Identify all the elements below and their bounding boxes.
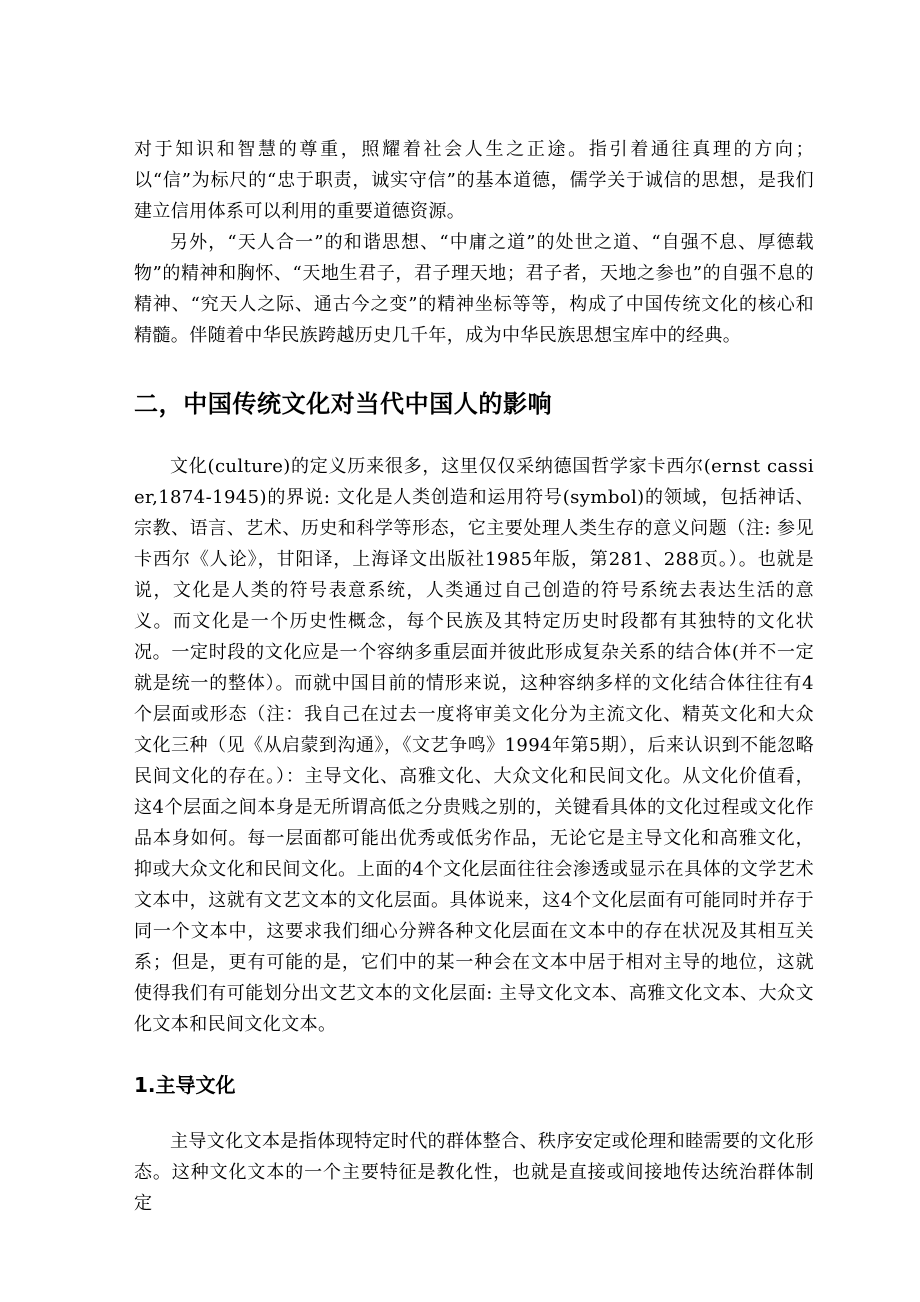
paragraph-culture-definition: 文化(culture)的定义历来很多，这里仅仅采纳德国哲学家卡西尔(ernst cassier,1874-1945)的界说: 文化是人类创造和运用符号(symbol)的领域，包括神话、宗教、语言、艺术、历史和科学等形态，它主要处理人类生存的意义问题（注: 参见卡西尔《人论》，甘阳译，上海译文出版社1985年版，第281、288页。）。也就是说，文化是人类的符号表意系统，人类通过自己创造的符号系统去表达生活的意义。而文化是一个历史性概念，每个民族及其特定历史时段都有其独特的文化状况。一定时段的文化应是一个容纳多重层面并彼此形成复杂关系的结合体(并不一定就是统一的整体）。而就中国目前的情形来说，这种容纳多样的文化结合体往往有4个层面或形态（注：我自己在过去一度将审美文化分为主流文化、精英文化和大众文化三种（见《从启蒙到沟通》，《文艺争鸣》1994年第5期），后来认识到不能忽略民间文化的存在。）：主导文化、高雅文化、大众文化和民间文化。从文化价值看，这4个层面之间本身是无所谓高低之分贵贱之别的，关键看具体的文化过程或文化作品本身如何。每一层面都可能出优秀或低劣作品，无论它是主导文化和高雅文化，抑或大众文化和民间文化。上面的4个文化层面往往会渗透或显示在具体的文学艺术文本中，这就有文艺文本的文化层面。具体说来，这4个文化层面有可能同时并存于同一个文本中，这要求我们细心分辨各种文化层面在文本中的存在状况及其相互关系；但是，更有可能的是，它们中的某一种会在文本中居于相对主导的地位，这就使得我们有可能划分出文艺文本的文化层面: 主导文化文本、高雅文化文本、大众文化文本和民间文化文本。 xyxy=(134,456,814,1035)
paragraph-knowledge-integrity: 对于知识和智慧的尊重，照耀着社会人生之正途。指引着通往真理的方向；以“信”为标尺的“忠于职责，诚实守信”的基本道德，儒学关于诚信的思想，是我们建立信用体系可以利用的重要道德资源。 xyxy=(134,139,814,222)
section-heading-influence: 二，中国传统文化对当代中国人的影响 xyxy=(134,390,553,418)
subsection-heading-dominant-culture: 1.主导文化 xyxy=(134,1073,236,1097)
paragraph-dominant-culture-text: 主导文化文本是指体现特定时代的群体整合、秩序安定或伦理和睦需要的文化形态。这种文化文本的一个主要特征是教化性，也就是直接或间接地传达统治群体制定 xyxy=(134,1131,814,1214)
paragraph-core-essence: 另外，“天人合一”的和谐思想、“中庸之道”的处世之道、“自强不息、厚德载物”的精神和胸怀、“天地生君子，君子理天地；君子者，天地之参也”的自强不息的精神、“究天人之际、通古今之变”的精神坐标等等，构成了中国传统文化的核心和精髓。伴随着中华民族跨越历史几千年，成为中华民族思想宝库中的经典。 xyxy=(134,232,814,346)
